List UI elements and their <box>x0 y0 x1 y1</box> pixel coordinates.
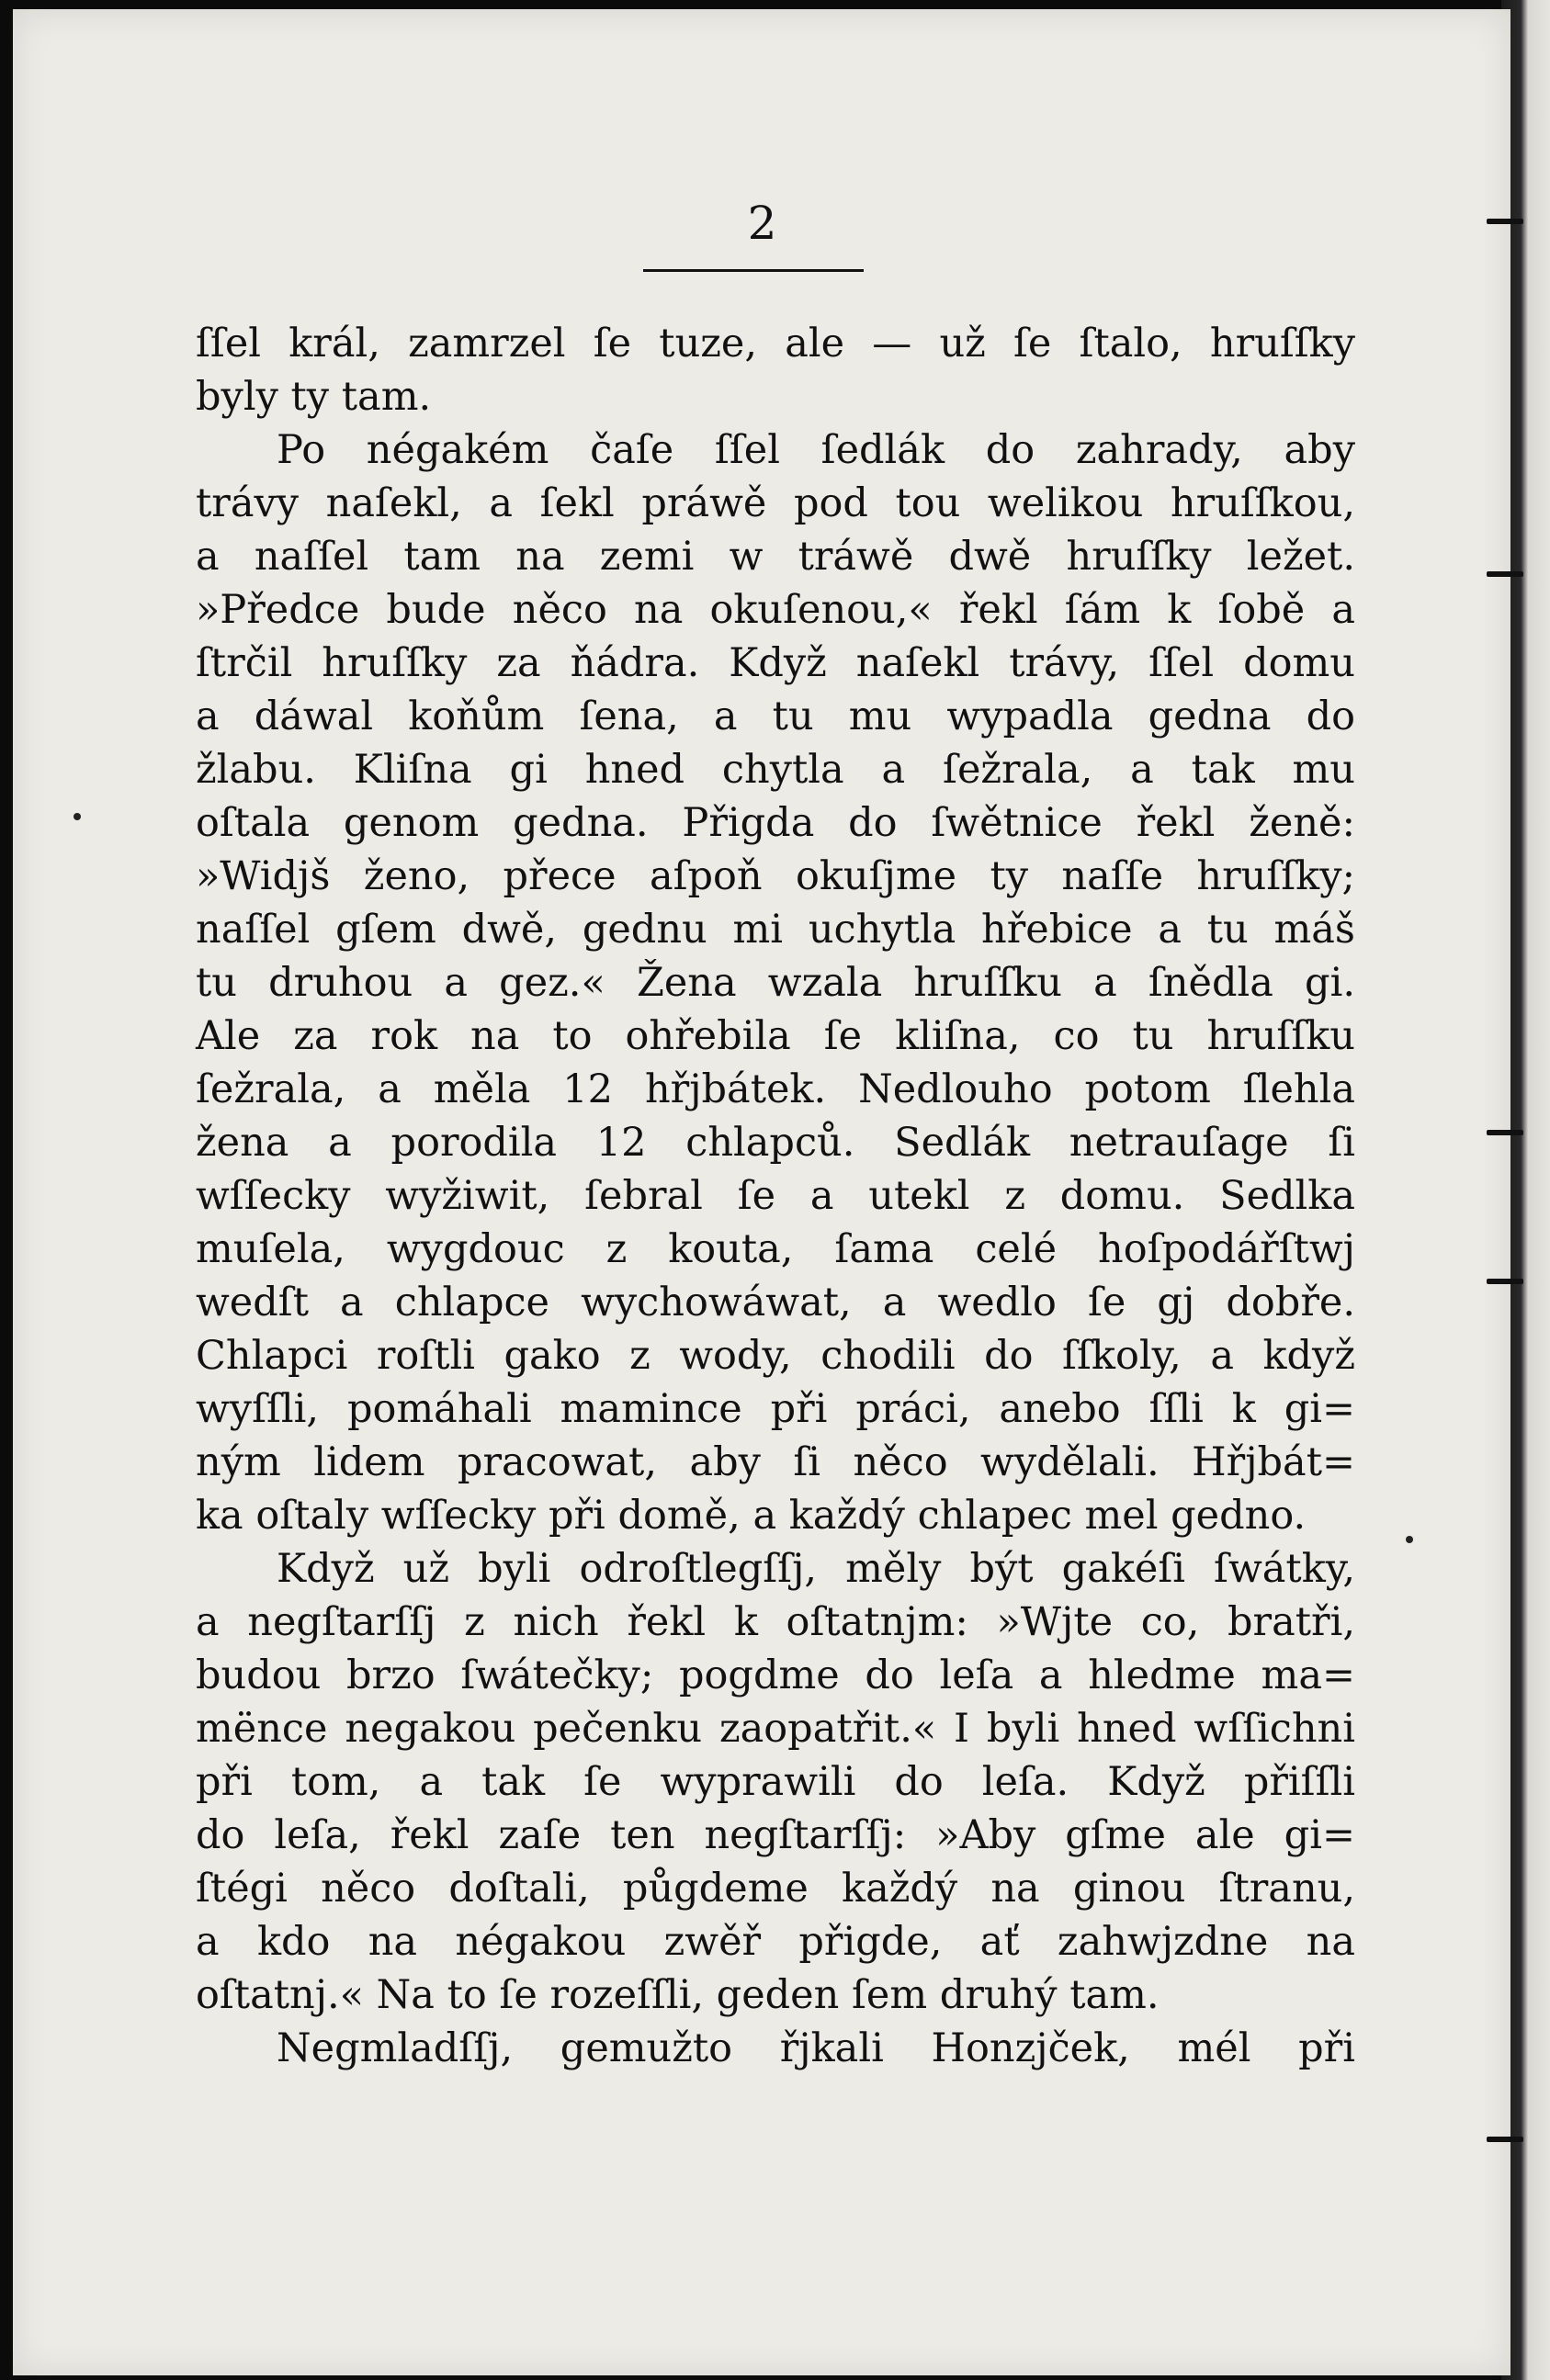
text-line: byly ty tam. <box>196 374 432 420</box>
text-line: »Widjš ženo, přece aſpoň okuſjme ty naſſe hruſſky; <box>196 853 1355 899</box>
text-line: Když už byli odroſtlegſſj, měly být gakéſi ſwátky, <box>277 1546 1355 1592</box>
text-line: oſtatnj.« Na to ſe rozeſſli, geden ſem druhý tam. <box>196 1972 1160 2018</box>
text-line: »Předce bude něco na okuſenou,« řekl ſám k ſobě a <box>196 587 1355 633</box>
text-line: žena a porodila 12 chlapců. Sedlák netrauſage ſi <box>196 1120 1355 1166</box>
edge-mark <box>1487 571 1523 577</box>
text-line: a naſſel tam na zemi w tráwě dwě hruſſky ležet. <box>196 534 1355 580</box>
text-line: a negſtarſſj z nich řekl k oſtatnjm: »Wjte co, bratři, <box>196 1599 1355 1645</box>
text-line: budou brzo ſwátečky; pogdme do leſa a hledme ma= <box>196 1652 1355 1698</box>
text-line: naſſel gſem dwě, gednu mi uchytla hřebice a tu máš <box>196 907 1355 953</box>
text-line: ným lidem pracowat, aby ſi něco wydělali. Hřjbát= <box>196 1439 1355 1485</box>
text-line: žlabu. Kliſna gi hned chytla a ſežrala, a tak mu <box>196 747 1355 793</box>
text-line: při tom, a tak ſe wyprawili do leſa. Když přiſſli <box>196 1759 1355 1805</box>
text-line: wſſecky wyžiwit, ſebral ſe a utekl z domu. Sedlka <box>196 1173 1355 1219</box>
text-line: ſežrala, a měla 12 hřjbátek. Nedlouho potom ſlehla <box>196 1066 1355 1112</box>
text-line: Ale za rok na to ohřebila ſe kliſna, co tu hruſſku <box>196 1013 1355 1059</box>
edge-mark <box>1487 2137 1523 2142</box>
text-line: wedſt a chlapce wychowáwat, a wedlo ſe gj dobře. <box>196 1280 1355 1325</box>
edge-mark <box>1487 1130 1523 1135</box>
speck <box>1406 1536 1413 1543</box>
header-rule <box>643 269 864 272</box>
text-line: a kdo na négakou zwěř přigde, ať zahwjzdne na <box>196 1919 1355 1965</box>
text-line: Po négakém čaſe ſſel ſedlák do zahrady, aby <box>277 427 1355 473</box>
text-line: muſela, wygdouc z kouta, ſama celé hoſpodářſtwj <box>196 1226 1355 1272</box>
speck <box>74 813 81 820</box>
text-line: trávy naſekl, a ſekl práwě pod tou welikou hruſſkou, <box>196 480 1355 526</box>
text-line: ſtrčil hruſſky za ňádra. Když naſekl trávy, ſſel domu <box>196 640 1355 686</box>
text-line: ſſel král, zamrzel ſe tuze, ale — už ſe ſtalo, hruſſky <box>196 321 1355 367</box>
text-line: Negmladſſj, gemužto řjkali Honzjček, mél při <box>277 2025 1355 2071</box>
edge-mark <box>1487 1279 1523 1284</box>
body-text <box>196 317 1355 2075</box>
page-number: 2 <box>747 197 778 250</box>
text-line: do leſa, řekl zaſe ten negſtarſſj: »Aby gſme ale gi= <box>196 1812 1355 1858</box>
text-line: mënce negakou pečenku zaopatřit.« I byli hned wſſichni <box>196 1706 1355 1752</box>
text-line: wyſſli, pomáhali mamince při práci, anebo ſſli k gi= <box>196 1386 1355 1432</box>
text-line: a dáwal koňům ſena, a tu mu wypadla gedna do <box>196 694 1355 739</box>
text-line: Chlapci roſtli gako z wody, chodili do ſſkoly, a když <box>196 1333 1355 1379</box>
text-line: tu druhou a gez.« Žena wzala hruſſku a ſnědla gi. <box>196 960 1355 1006</box>
text-line: ſtégi něco doſtali, půgdeme každý na ginou ſtranu, <box>196 1866 1355 1912</box>
text-line: ka oſtaly wſſecky při domě, a každý chlapec mel gedno. <box>196 1493 1307 1539</box>
text-line: oſtala genom gedna. Přigda do ſwětnice řekl ženě: <box>196 800 1355 846</box>
